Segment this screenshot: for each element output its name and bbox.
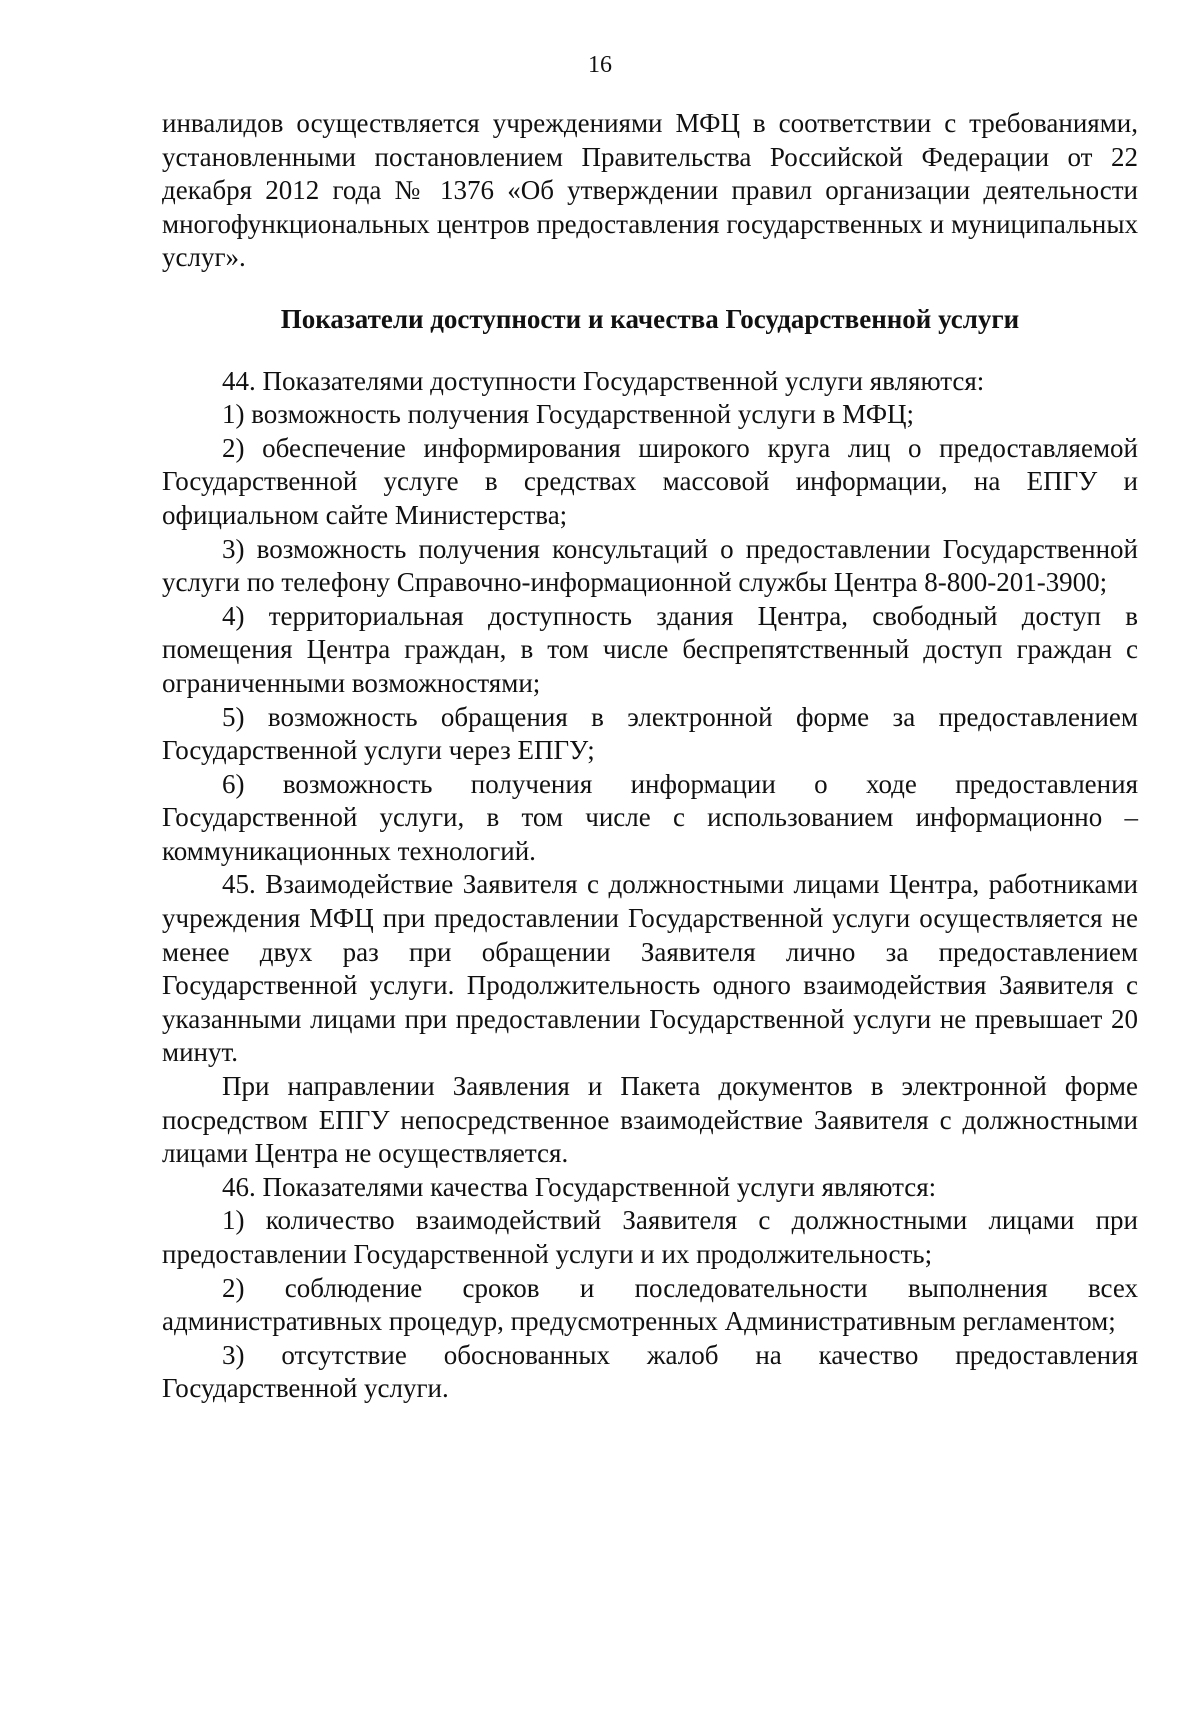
paragraph-44-item-6: 6) возможность получения информации о ходе предоставления Государственной услуги, в том числе с использованием информационно – коммуникационных технологий.	[162, 768, 1138, 866]
paragraph-44-item-3: 3) возможность получения консультаций о предоставлении Государственной услуги по телефону Справочно-информационной службы Центра 8-800-201-3900;	[162, 533, 1138, 598]
paragraph-44: 44. Показателями доступности Государственной услуги являются:	[222, 365, 985, 396]
paragraph-46-item-3: 3) отсутствие обоснованных жалоб на качество предоставления Государственной услуги.	[162, 1339, 1138, 1404]
paragraph-44-item-5: 5) возможность обращения в электронной форме за предоставлением Государственной услуги через ЕПГУ;	[162, 701, 1138, 766]
paragraph-46-item-1: 1) количество взаимодействий Заявителя с должностными лицами при предоставлении Государственной услуги и их продолжительность;	[162, 1205, 1138, 1269]
paragraph-44-item-1: 1) возможность получения Государственной услуги в МФЦ;	[222, 399, 915, 430]
paragraph-44-item-4: 4) территориальная доступность здания Центра, свободный доступ в помещения Центра граждан, в том числе беспрепятственный доступ граждан с ограниченными возможностями;	[162, 600, 1138, 698]
section-title: Показатели доступности и качества Государственной услуги	[280, 303, 1020, 334]
document-body	[162, 107, 1138, 1406]
intro-paragraph: инвалидов осуществляется учреждениями МФЦ в соответствии с требованиями, установленными постановлением Правительства Российской Федерации от 22 декабря 2012 года № 1376 «Об утверждении правил организации деятельности многофункциональных центров предоставления государственных и муниципальных услуг».	[162, 108, 1138, 273]
page-number: 16	[588, 52, 612, 78]
paragraph-46: 46. Показателями качества Государственной услуги являются:	[222, 1171, 937, 1202]
paragraph-46-item-2: 2) соблюдение сроков и последовательности выполнения всех административных процедур, предусмотренных Административным регламентом;	[162, 1272, 1138, 1337]
paragraph-44-item-2: 2) обеспечение информирования широкого круга лиц о предоставляемой Государственной услуге в средствах массовой информации, на ЕПГУ и официальном сайте Министерства;	[162, 432, 1138, 530]
paragraph-45-note: При направлении Заявления и Пакета документов в электронной форме посредством ЕПГУ непосредственное взаимодействие Заявителя с должностными лицами Центра не осуществляется.	[162, 1071, 1138, 1169]
paragraph-45: 45. Взаимодействие Заявителя с должностными лицами Центра, работниками учреждения МФЦ при предоставлении Государственной услуги осуществляется не менее двух раз при обращении Заявителя лично за предоставлением Государственной услуги. Продолжительность одного взаимодействия Заявителя с указанными лицами при предоставлении Государственной услуги не превышает 20 минут.	[162, 869, 1138, 1068]
